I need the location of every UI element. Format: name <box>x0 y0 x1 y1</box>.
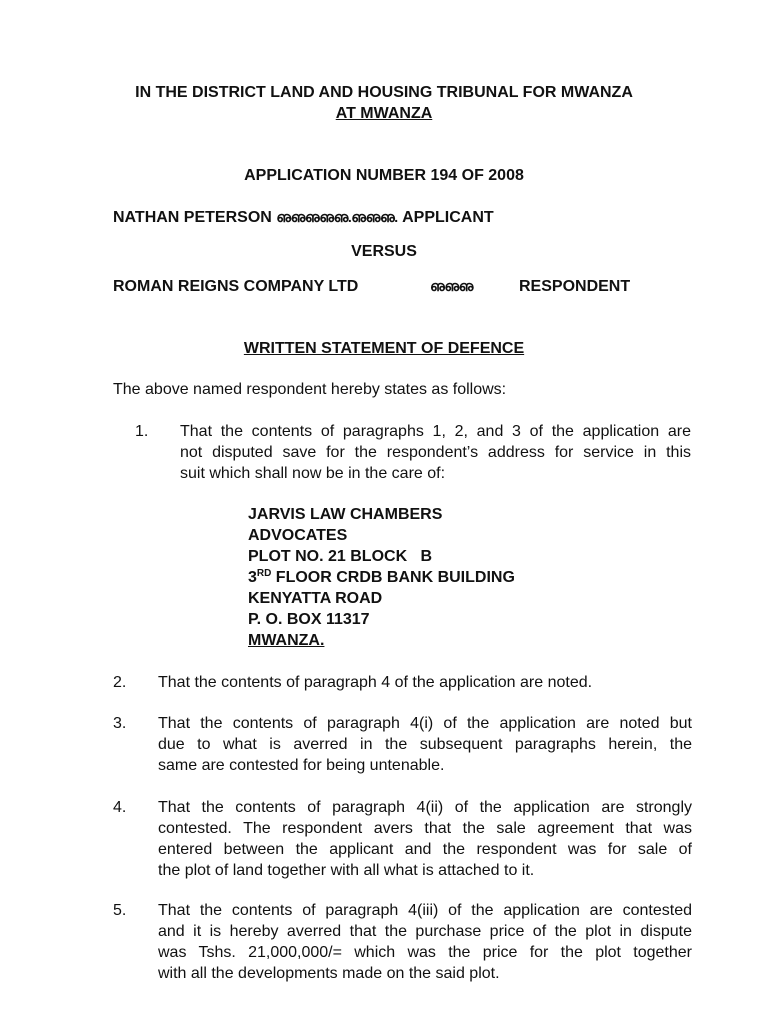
paragraph-4-line: contested. The respondent avers that the sale agreement that was <box>158 820 692 837</box>
paragraph-5-line: and it is hereby averred that the purchase price of the plot in dispute <box>158 923 692 940</box>
paragraph-3-line: same are contested for being untenable. <box>158 757 445 774</box>
respondent-dots: ഌഌഌ <box>430 278 473 294</box>
paragraph-1-line: suit which shall now be in the care of: <box>180 465 446 482</box>
paragraph-3-number: 3. <box>113 715 127 732</box>
address-floor-rest: FLOOR CRDB BANK BUILDING <box>271 569 515 586</box>
applicant-name: NATHAN PETERSON <box>113 209 272 226</box>
address-line-3: PLOT NO. 21 BLOCK B <box>248 548 433 565</box>
paragraph-4-line: That the contents of paragraph 4(ii) of the application are strongly <box>158 799 692 816</box>
respondent-name: ROMAN REIGNS COMPANY LTD <box>113 278 359 295</box>
address-floor-suffix: RD <box>256 568 272 579</box>
address-line-4 <box>248 567 515 588</box>
versus-label: VERSUS <box>351 243 417 260</box>
court-heading: IN THE DISTRICT LAND AND HOUSING TRIBUNAL FOR MWANZA <box>135 84 633 101</box>
address-line-7: MWANZA. <box>248 632 325 649</box>
paragraph-5-line: was Tshs. 21,000,000/= which was the price for the plot together <box>158 944 692 961</box>
paragraph-3-line: That the contents of paragraph 4(i) of the application are noted but <box>158 715 692 732</box>
paragraph-4-line: entered between the applicant and the respondent was for sale of <box>158 841 692 858</box>
paragraph-1-line: not disputed save for the respondent’s address for service in this <box>180 444 691 461</box>
court-location-text: AT MWANZA <box>335 105 433 122</box>
paragraph-2-text: That the contents of paragraph 4 of the application are noted. <box>158 674 593 691</box>
paragraph-1-line: That the contents of paragraphs 1, 2, and 3 of the application are <box>180 423 691 440</box>
intro-text: The above named respondent hereby states as follows: <box>113 381 507 398</box>
court-location <box>0 103 768 124</box>
paragraph-2-number: 2. <box>113 674 127 691</box>
paragraph-4-text <box>158 797 692 881</box>
paragraph-1-number: 1. <box>135 423 149 440</box>
paragraph-5-text <box>158 900 692 984</box>
document-title: WRITTEN STATEMENT OF DEFENCE <box>243 340 525 357</box>
paragraph-4-line: the plot of land together with all what is attached to it. <box>158 862 535 879</box>
paragraph-4-number: 4. <box>113 799 127 816</box>
paragraph-5-line: with all the developments made on the said plot. <box>158 965 500 982</box>
paragraph-3-text <box>158 713 692 776</box>
address-line-6: P. O. BOX 11317 <box>248 611 370 628</box>
paragraph-3-line: due to what is averred in the subsequent paragraphs herein, the <box>158 736 692 753</box>
address-floor-number: 3 <box>248 569 257 586</box>
paragraph-5-line: That the contents of paragraph 4(iii) of the application are contested <box>158 902 692 919</box>
applicant-dots: ഌഌഌഌഌ.ഌഌഌ. <box>276 209 398 225</box>
address-line-7-wrap <box>248 630 324 651</box>
address-line-2: ADVOCATES <box>248 527 348 544</box>
respondent-role: RESPONDENT <box>519 278 631 295</box>
address-line-5: KENYATTA ROAD <box>248 590 383 607</box>
applicant-line <box>113 207 494 228</box>
paragraph-5-number: 5. <box>113 902 127 919</box>
address-line-1: JARVIS LAW CHAMBERS <box>248 506 443 523</box>
document-title-wrap <box>0 338 768 359</box>
application-number: APPLICATION NUMBER 194 OF 2008 <box>244 167 524 184</box>
applicant-role: APPLICANT <box>402 209 494 226</box>
paragraph-1-text <box>180 421 691 484</box>
